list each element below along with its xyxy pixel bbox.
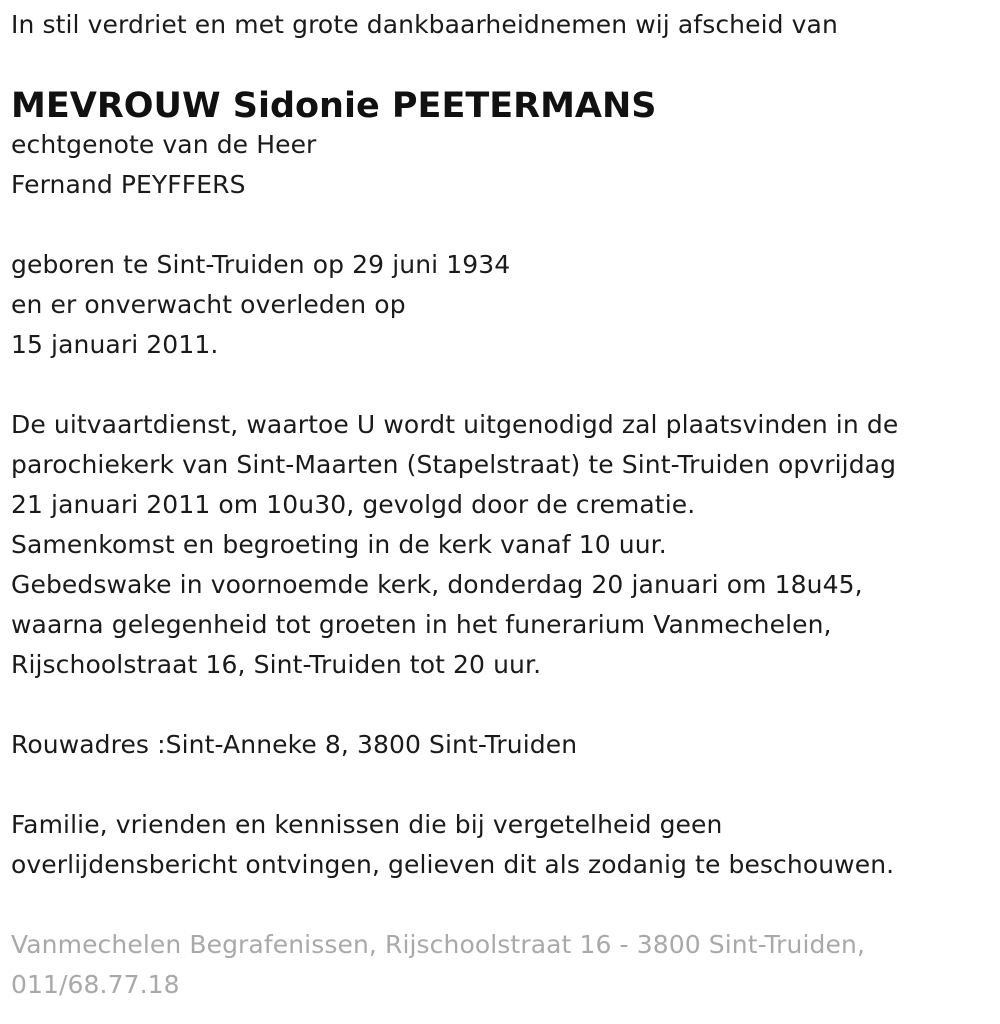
service-line: waarna gelegenheid tot groeten in het funerarium Vanmechelen, [11,610,832,639]
service-line: 21 januari 2011 om 10u30, gevolgd door de crematie. [11,490,696,519]
birth-death-block [11,245,991,365]
service-line: parochiekerk van Sint-Maarten (Stapelstraat) te Sint-Truiden opvrijdag [11,450,897,479]
spouse-name: Fernand PEYFFERS [11,170,246,199]
spouse-block [11,125,991,205]
notice-line: Familie, vrienden en kennissen die bij vergetelheid geen [11,810,723,839]
notice-block [11,805,991,885]
notice-line: overlijdensbericht ontvingen, gelieven dit als zodanig te beschouwen. [11,850,895,879]
deceased-name: MEVROUW Sidonie PEETERMANS [11,86,657,126]
funeral-home-footer [11,925,991,1005]
service-line: Samenkomst en begroeting in de kerk vanaf 10 uur. [11,530,667,559]
mourning-address: Rouwadres :Sint-Anneke 8, 3800 Sint-Truiden [11,730,578,759]
death-notice [11,5,991,1005]
birth-line: geboren te Sint-Truiden op 29 juni 1934 [11,250,511,279]
service-block [11,405,991,685]
death-line: en er onverwacht overleden op [11,290,406,319]
funeral-home-phone: 011/68.77.18 [11,970,180,999]
death-date: 15 januari 2011. [11,330,219,359]
funeral-home-address: Vanmechelen Begrafenissen, Rijschoolstraat 16 - 3800 Sint-Truiden, [11,930,865,959]
spouse-line: echtgenote van de Heer [11,130,317,159]
service-line: Gebedswake in voornoemde kerk, donderdag 20 januari om 18u45, [11,570,863,599]
service-line: Rijschoolstraat 16, Sint-Truiden tot 20 uur. [11,650,542,679]
service-line: De uitvaartdienst, waartoe U wordt uitgenodigd zal plaatsvinden in de [11,410,899,439]
intro-text: In stil verdriet en met grote dankbaarheidnemen wij afscheid van [11,10,838,39]
